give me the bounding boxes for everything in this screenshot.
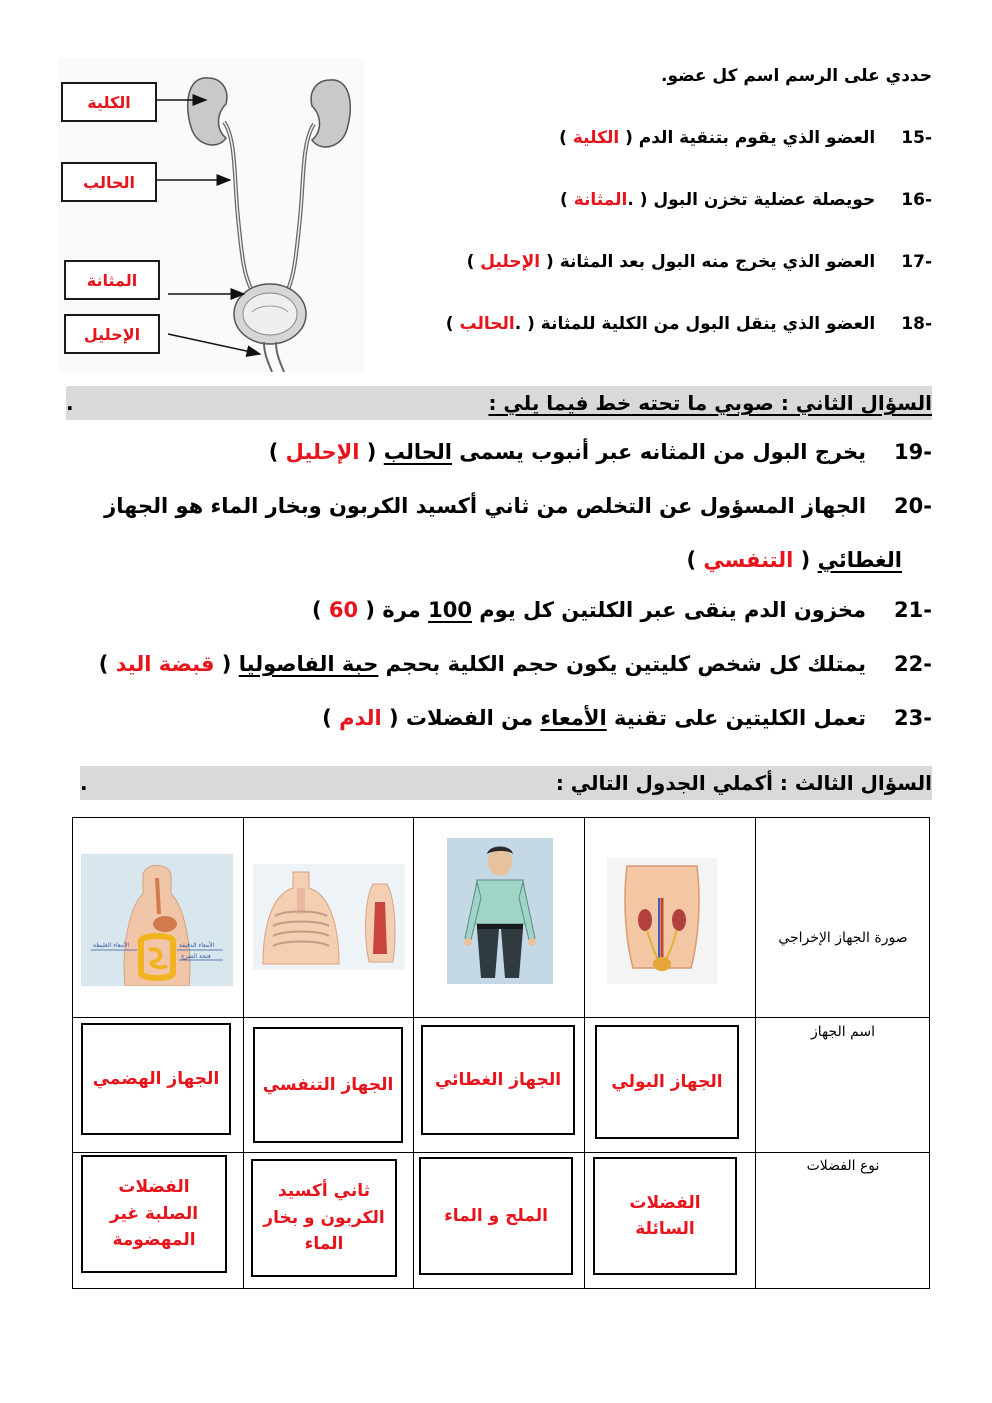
table-col-divider [413, 818, 414, 1288]
item-mid: مرة ( [358, 598, 429, 622]
urinary-system-image [607, 858, 717, 984]
item-end: ) [559, 128, 573, 148]
q1-item-18 [446, 314, 932, 334]
system-name-skin: الجهاز الغطائي [421, 1025, 575, 1135]
item-text: العضو الذي يخرج منه البول بعد المثانة ( [540, 252, 876, 272]
q3-header: السؤال الثالث : أكملي الجدول التالي : [555, 771, 932, 795]
q2-item-19 [269, 440, 932, 464]
item-underlined: 100 [428, 598, 472, 622]
waste-respiratory: ثاني أكسيد الكربون و بخار الماء [251, 1159, 397, 1277]
digestive-system-image [81, 854, 233, 986]
item-underlined: الأمعاء [540, 706, 607, 730]
item-text: يخرج البول من المثانه عبر أنبوب يسمى [451, 440, 867, 464]
q2-item-20-line1 [104, 494, 932, 518]
q2-item-22 [99, 652, 932, 676]
waste-skin: الملح و الماء [419, 1157, 573, 1275]
q1-instruction: حددي على الرسم اسم كل عضو. [661, 66, 932, 86]
item-number: -15 [901, 128, 932, 148]
q1-item-15 [559, 128, 932, 148]
q2-header: السؤال الثاني : صوبي ما تحته خط فيما يلي : [488, 391, 932, 415]
item-answer: الكلية [572, 128, 620, 148]
item-answer: التنفسي [703, 548, 794, 572]
urinary-system-diagram [58, 58, 364, 372]
item-end: ) [268, 440, 286, 464]
q2-item-21 [312, 598, 932, 622]
item-end: ) [466, 252, 481, 272]
skin-system-image [447, 838, 553, 984]
item-text: يمتلك كل شخص كليتين يكون حجم الكلية بحجم [378, 652, 867, 676]
row-header-waste: نوع الفضلات [806, 1158, 880, 1174]
label-urethra: الإحليل [64, 314, 160, 354]
row-header-name: اسم الجهاز [810, 1024, 876, 1040]
item-underlined: حبة الفاصوليا [238, 652, 379, 676]
row-header-image: صورة الجهاز الإخراجي [778, 930, 908, 946]
item-end: ) [98, 652, 116, 676]
table-col-divider [755, 818, 756, 1288]
item-number: -19 [894, 440, 932, 464]
item-answer: الدم [339, 706, 382, 730]
item-end: ) [445, 314, 460, 334]
system-name-urinary: الجهاز البولي [595, 1025, 739, 1139]
item-end: ) [559, 190, 574, 210]
item-mid: من الفضلات ( [381, 706, 541, 730]
q2-item-23 [322, 706, 932, 730]
item-text: تعمل الكليتين على تقنية [606, 706, 867, 730]
item-text: العضو الذي ينقل البول من الكلية للمثانة ( . [514, 314, 876, 334]
item-text: العضو الذي يقوم بتنقية الدم ( [619, 128, 876, 148]
item-number: -22 [894, 652, 932, 676]
item-number: -16 [901, 190, 932, 210]
q1-item-16 [560, 190, 932, 210]
item-underlined: الحالب [383, 440, 452, 464]
digestive-label: الأمعاء الدقيقة [179, 942, 215, 949]
table-row-divider [73, 1017, 929, 1018]
item-text: حويصلة عضلية تخزن البول ( . [627, 190, 876, 210]
item-underlined: الغطائي [817, 548, 902, 572]
q2-header-bar [66, 386, 932, 420]
item-number: -21 [894, 598, 932, 622]
respiratory-system-image [253, 864, 405, 970]
item-answer: الإحليل [480, 252, 541, 272]
item-end: ) [311, 598, 329, 622]
digestive-label: الأمعاء الغليظة [93, 942, 130, 949]
q3-header-bar [80, 766, 932, 800]
digestive-label: فتحة الشرج [181, 953, 211, 960]
item-answer: قبضة اليد [115, 652, 215, 676]
q3-header-tail: . [80, 771, 88, 795]
waste-digestive: الفضلات الصلبة غير المهضومة [81, 1155, 227, 1273]
waste-urinary: الفضلات السائلة [593, 1157, 737, 1275]
systems-table [72, 817, 930, 1289]
item-number: -17 [901, 252, 932, 272]
label-bladder: المثانة [64, 260, 160, 300]
item-number: -20 [894, 494, 932, 518]
item-answer: 60 [328, 598, 359, 622]
item-mid: ( [359, 440, 384, 464]
table-row-divider [73, 1152, 929, 1153]
item-answer: المثانة [573, 190, 628, 210]
q2-item-20-line2 [686, 548, 902, 572]
item-end: ) [322, 706, 340, 730]
item-end: ) [686, 548, 704, 572]
item-number: -18 [901, 314, 932, 334]
item-number: -23 [894, 706, 932, 730]
system-name-digestive: الجهاز الهضمي [81, 1023, 231, 1135]
q1-item-17 [467, 252, 932, 272]
label-kidney: الكلية [61, 82, 157, 122]
table-col-divider [243, 818, 244, 1288]
item-text: الجهاز المسؤول عن التخلص من ثاني أكسيد الكربون وبخار الماء هو الجهاز [104, 494, 867, 518]
item-mid: ( [793, 548, 818, 572]
system-name-respiratory: الجهاز التنفسي [253, 1027, 403, 1143]
label-ureter: الحالب [61, 162, 157, 202]
q2-header-tail: . [66, 391, 74, 415]
item-answer: الإحليل [285, 440, 360, 464]
item-mid: ( [214, 652, 239, 676]
item-answer: الحالب [459, 314, 515, 334]
item-text: مخزون الدم ينقى عبر الكلتين كل يوم [471, 598, 867, 622]
table-col-divider [584, 818, 585, 1288]
